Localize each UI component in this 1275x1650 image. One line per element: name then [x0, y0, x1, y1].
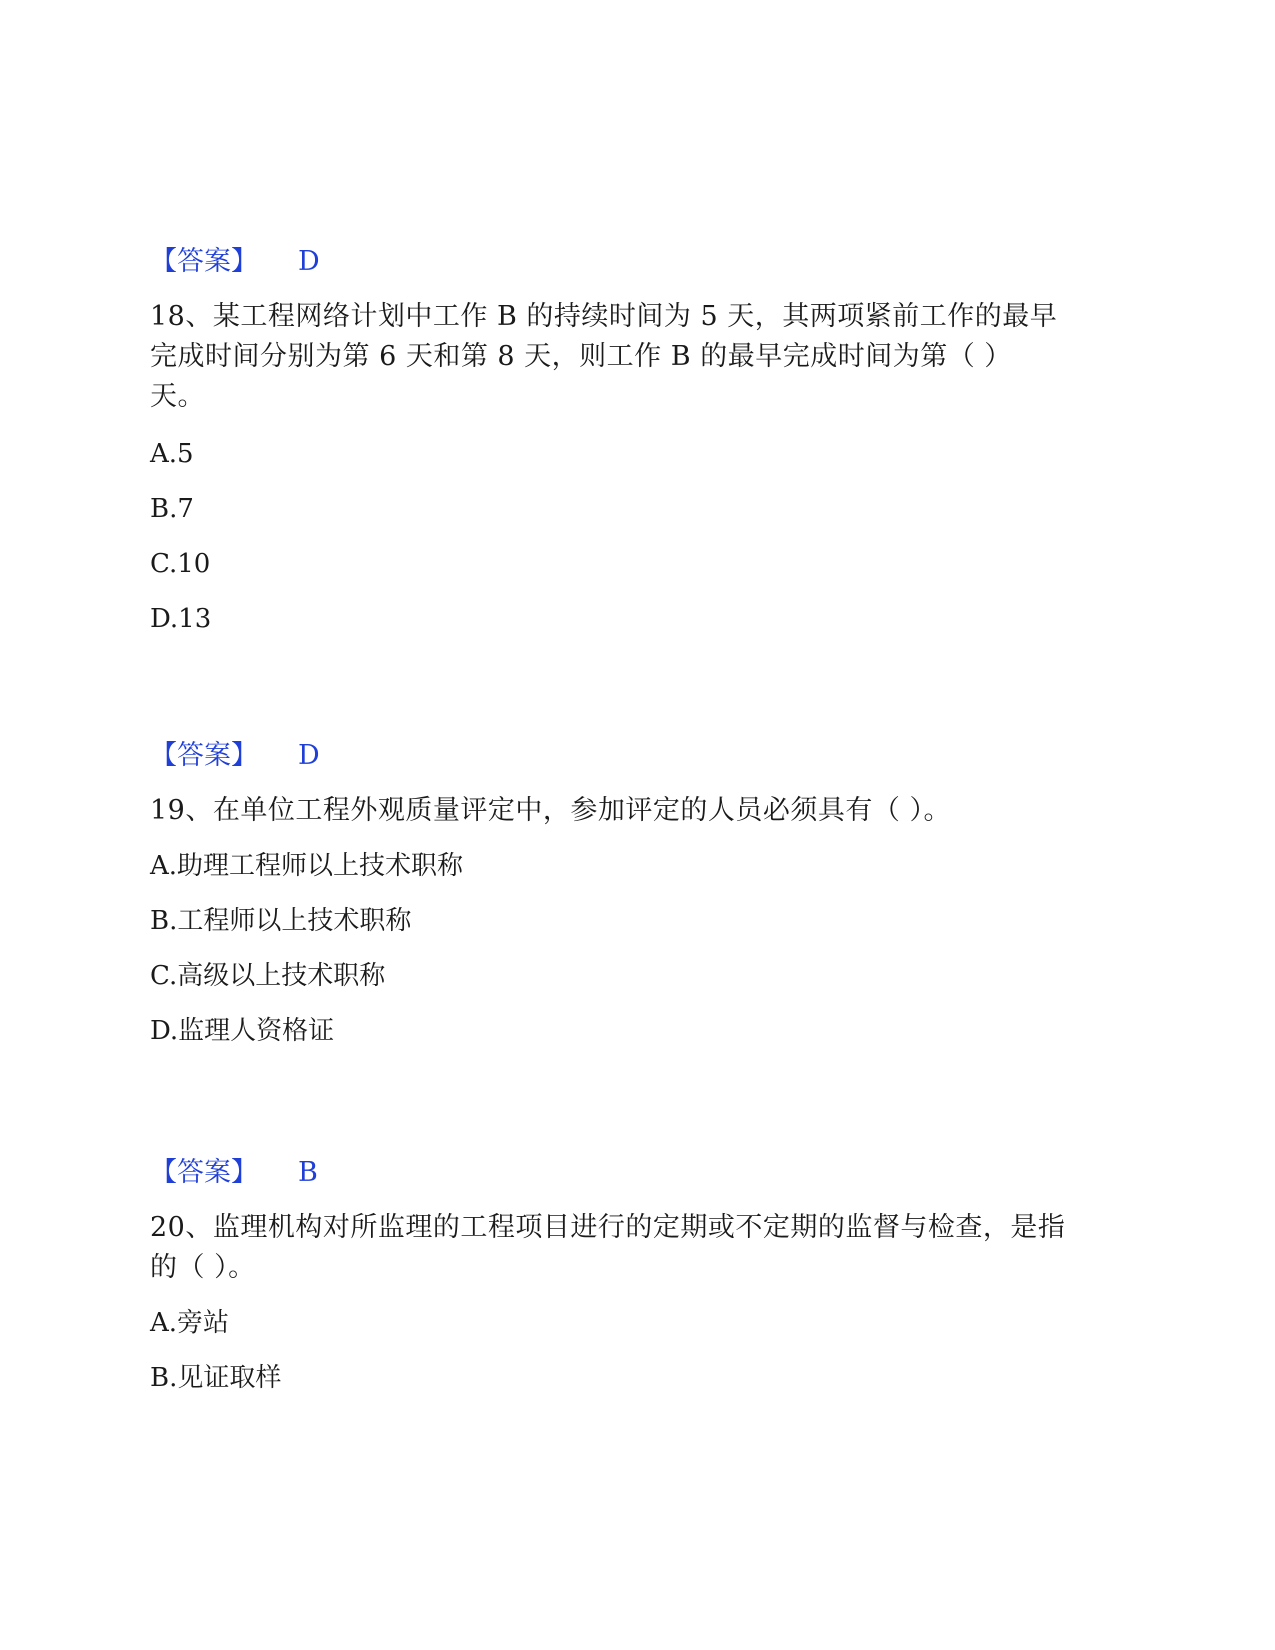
question-18-option-d: D.13 [150, 604, 212, 634]
question-18-line-1: 18、某工程网络计划中工作 B 的持续时间为 5 天，其两项紧前工作的最早 [150, 301, 1058, 332]
question-18-option-c: C.10 [150, 549, 211, 579]
answer-value: B [298, 1157, 318, 1188]
question-18-option-b: B.7 [150, 494, 194, 524]
question-18-line-2: 完成时间分别为第 6 天和第 8 天，则工作 B 的最早完成时间为第（ ） [150, 341, 1012, 372]
question-19-option-b: B.工程师以上技术职称 [150, 906, 412, 936]
question-18-option-a: A.5 [150, 439, 194, 469]
question-18-line-3: 天。 [150, 381, 205, 412]
question-19-option-a: A.助理工程师以上技术职称 [150, 851, 464, 881]
question-19-option-c: C.高级以上技术职称 [150, 961, 386, 991]
answer-label: 【答案】 [150, 740, 258, 771]
question-20-line-1: 20、监理机构对所监理的工程项目进行的定期或不定期的监督与检查，是指 [150, 1212, 1066, 1243]
answer-value: D [298, 246, 320, 277]
question-20-option-b: B.见证取样 [150, 1363, 282, 1393]
answer-line-q19 [150, 1153, 318, 1193]
answer-value: D [298, 740, 320, 771]
question-20-option-a: A.旁站 [150, 1308, 230, 1338]
question-19-option-d: D.监理人资格证 [150, 1016, 335, 1046]
question-19-line-1: 19、在单位工程外观质量评定中，参加评定的人员必须具有（ ）。 [150, 795, 951, 826]
answer-line-q18 [150, 736, 320, 776]
question-20-line-2: 的（ ）。 [150, 1252, 256, 1283]
answer-label: 【答案】 [150, 1157, 258, 1188]
answer-line-q17 [150, 242, 320, 282]
answer-label: 【答案】 [150, 246, 258, 277]
